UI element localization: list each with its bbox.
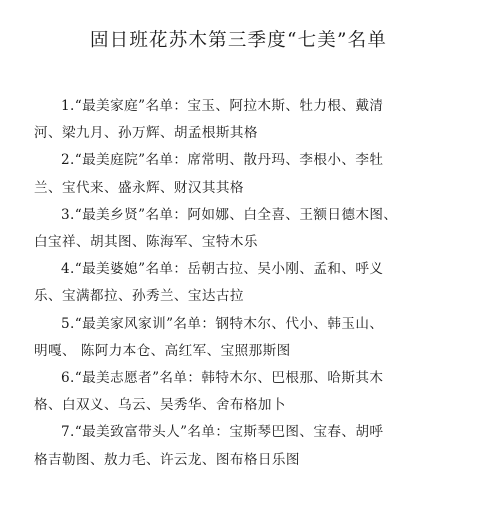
list-item-best-volunteer xyxy=(34,365,454,419)
list-item-line: 7.“最美致富带头人”名单：宝斯琴巴图、宝春、胡呼 xyxy=(61,424,384,441)
list-item-line: 格、白双义、乌云、吴秀华、舍布格加卜 xyxy=(34,397,286,414)
list-item-line: 5.“最美家风家训”名单：钢特木尔、代小、韩玉山、 xyxy=(61,315,384,332)
list-item-line: 格吉勒图、敖力毛、许云龙、图布格日乐图 xyxy=(34,451,300,468)
list-item-line: 4.“最美婆媳”名单：岳朝古拉、吴小刚、孟和、呼义 xyxy=(61,261,384,278)
list-item-best-family-tradition xyxy=(34,311,454,365)
list-item-best-family xyxy=(34,93,454,147)
list-item-line: 6.“最美志愿者”名单：韩特木尔、巴根那、哈斯其木 xyxy=(61,370,384,387)
list-item-best-in-laws xyxy=(34,256,454,310)
honor-list xyxy=(34,93,454,474)
list-item-line: 乐、宝满都拉、孙秀兰、宝达古拉 xyxy=(34,288,244,305)
list-item-line: 白宝祥、胡其图、陈海军、宝特木乐 xyxy=(34,234,258,251)
list-item-line: 1.“最美家庭”名单：宝玉、阿拉木斯、牡力根、戴清 xyxy=(61,98,384,114)
page-title: 固日班花苏木第三季度“七美”名单 xyxy=(89,30,388,51)
list-item-line: 明嘎、 陈阿力本仓、高红军、宝照那斯图 xyxy=(34,342,291,359)
list-item-best-wealth-leader xyxy=(34,419,454,473)
list-item-line: 兰、宝代来、盛永辉、财汉其其格 xyxy=(34,179,244,196)
list-item-line: 2.“最美庭院”名单：席常明、散丹玛、李根小、李牡 xyxy=(61,152,384,169)
list-item-line: 3.“最美乡贤”名单：阿如娜、白全喜、王额日德木图、 xyxy=(61,206,398,223)
list-item-line: 河、梁九月、孙万辉、胡孟根斯其格 xyxy=(34,125,258,142)
list-item-best-courtyard xyxy=(34,147,454,201)
list-item-best-village-sage xyxy=(34,202,454,256)
